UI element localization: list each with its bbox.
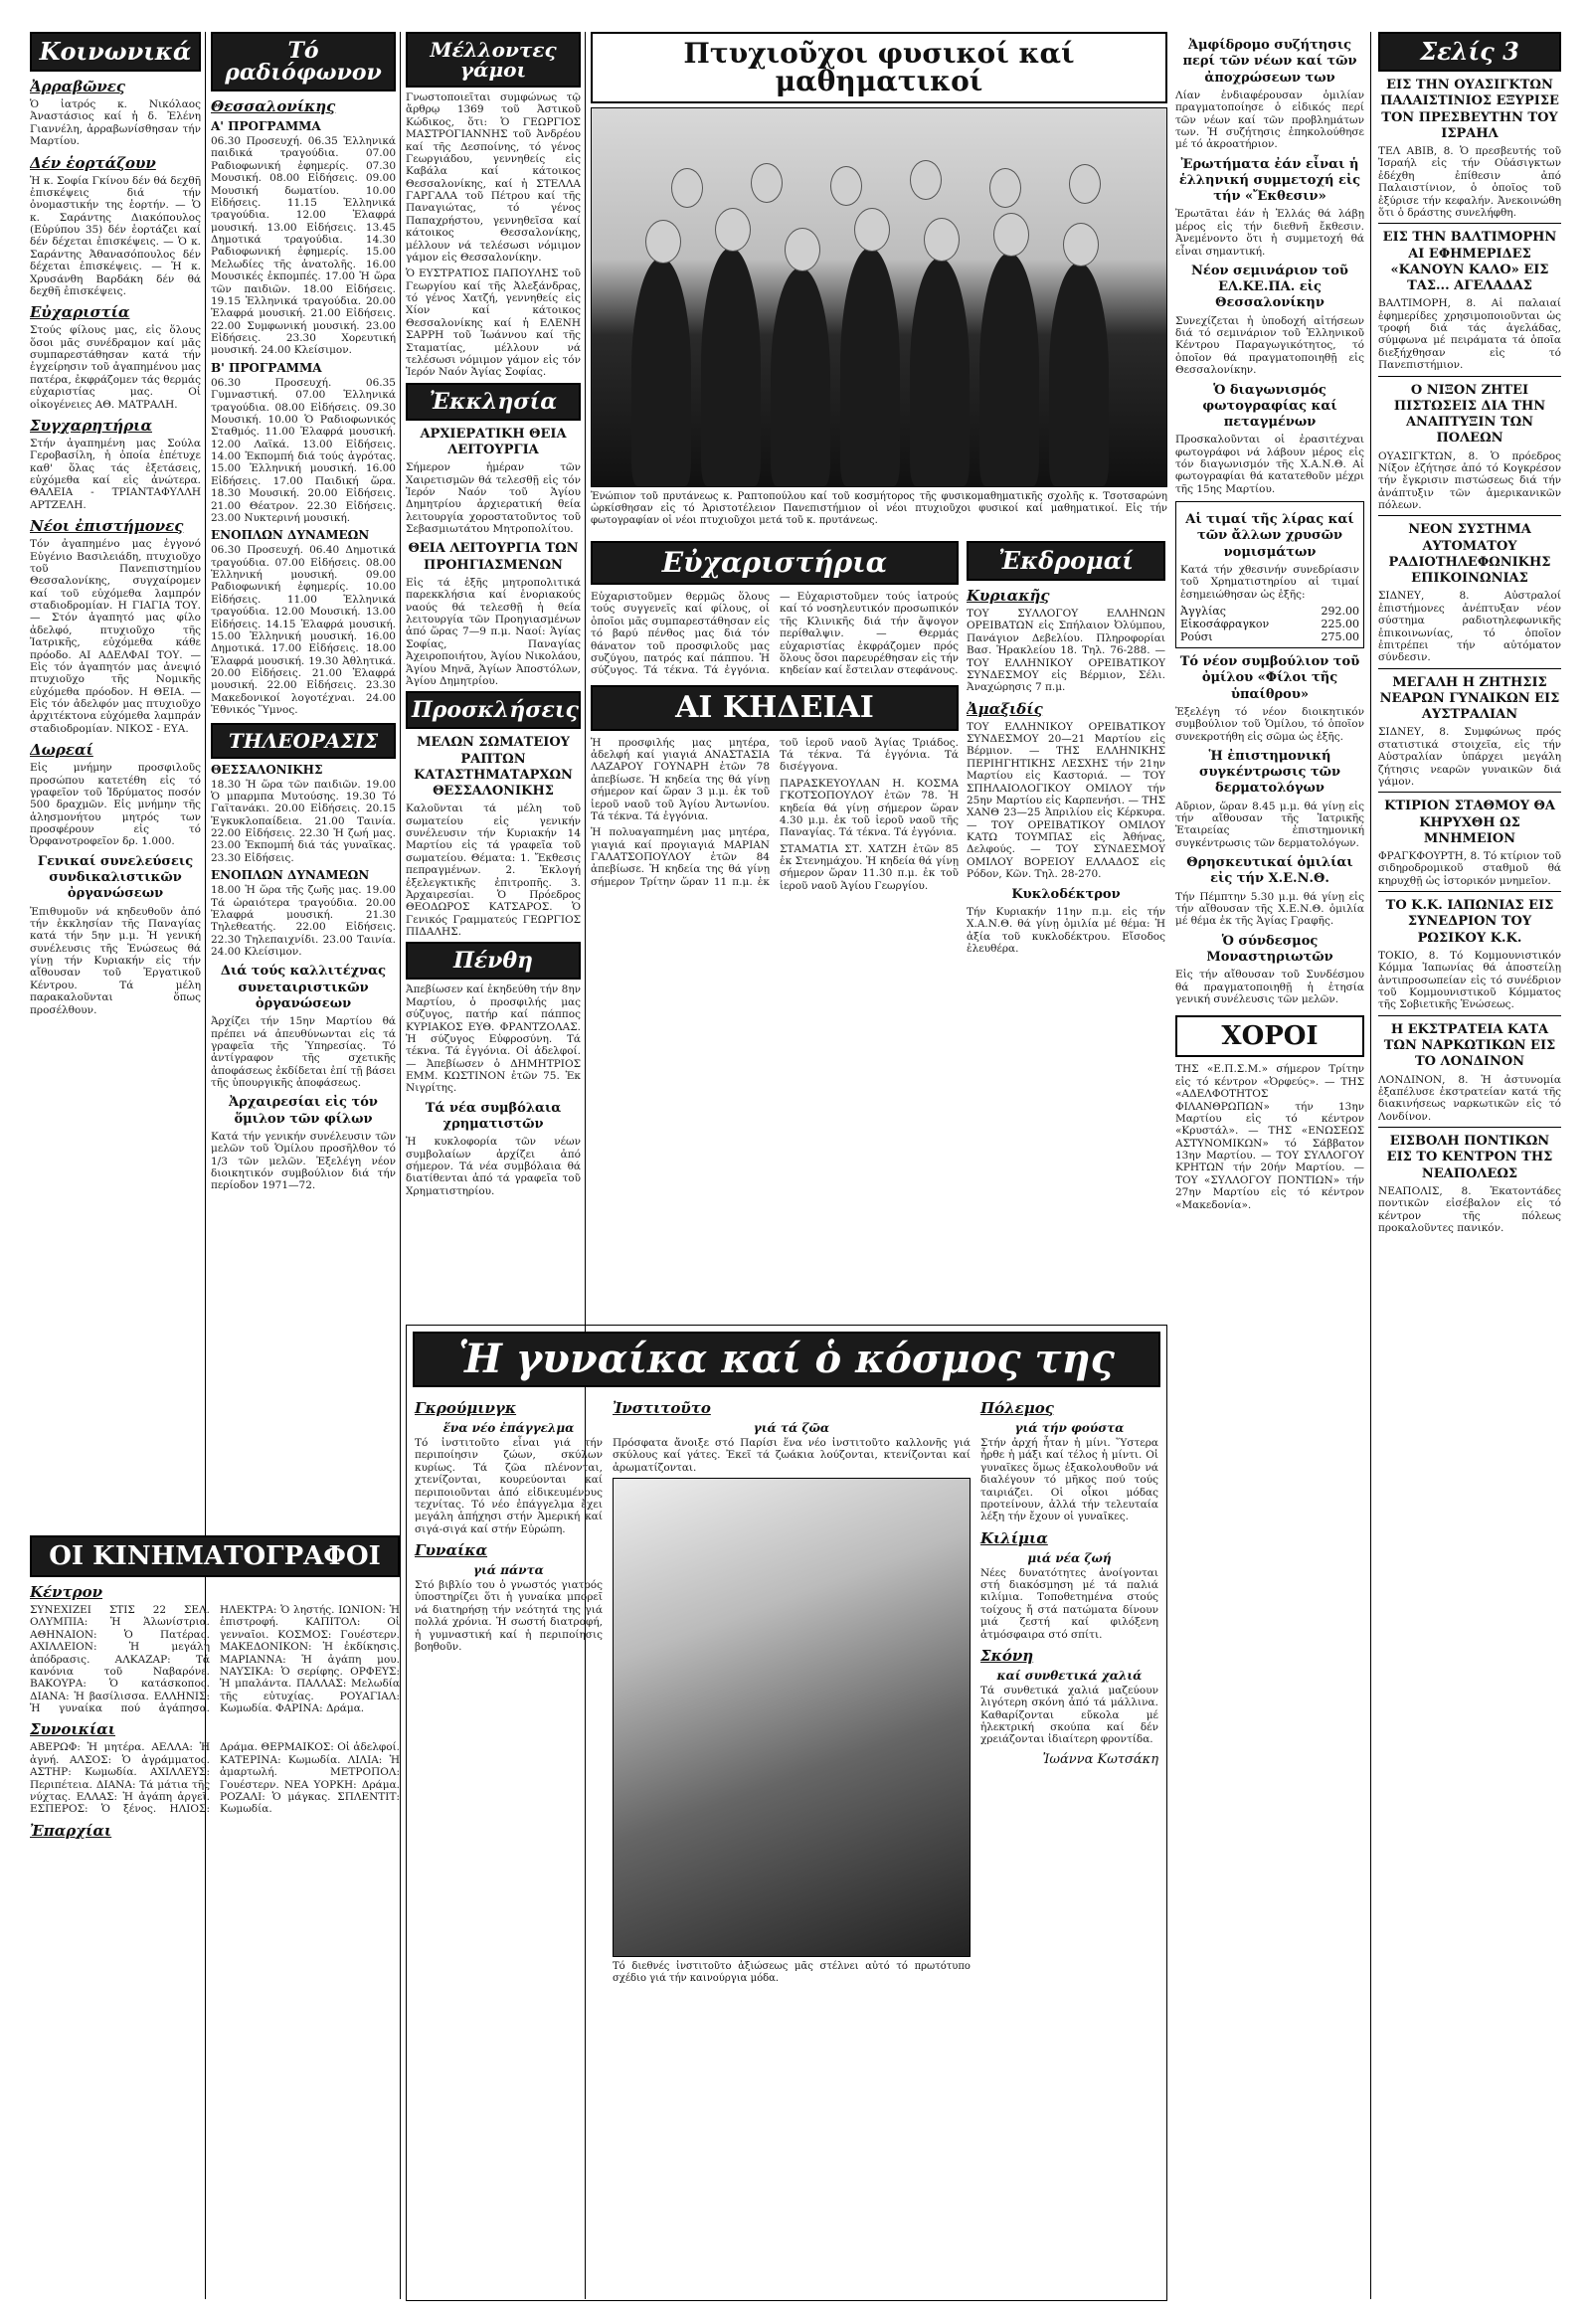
article-text: Τά συνθετικά χαλιά μαζεύουν λιγότερη σκόνη ἀπό τά μάλλινα. Καθαρίζονται εὔκολα μέ ἡλεκτρική σκούπα καί δέν χρειάζονται ἰδιαίτερη φροντίδα. (979, 1684, 1158, 1746)
rate-row: Ρούσι 275.00 (1180, 630, 1359, 643)
article-subtitle: καί συνθετικά χαλιά (996, 1668, 1143, 1683)
section-title: ΘΕΙΑ ΛΕΙΤΟΥΡΓΙΑ ΤΩΝ ΠΡΟΗΓΙΑΣΜΕΝΩΝ (408, 541, 579, 573)
section-text: Ἐρωτᾶται ἐάν ἡ Ἑλλάς θά λάβῃ μέρος εἰς τήν διεθνῆ ἔκθεσιν. Ἀνεμένοντο ὅτι ἡ συμμετοχή θά εἶναι σημαντική. (1175, 208, 1364, 258)
article-subtitle: γιά τήν φούστα (1014, 1421, 1125, 1435)
section-text: Εἰς τήν αἴθουσαν τοῦ Συνδέσμου θά πραγματοποιηθῇ ἡ ἐτησία γενική συνέλευσις τῶν μελῶν. (1175, 969, 1364, 1005)
news-text: ΟΥΑΣΙΓΚΤΩΝ, 8. Ὁ πρόεδρος Νίξον ἐζήτησε ἀπό τό Κογκρέσον τήν ἔγκρισιν πιστώσεως διά τήν ἀνάπτυξιν τῶν ἀμερικανικῶν πόλεων. (1378, 449, 1561, 511)
article-subtitle: ἕνα νέο ἐπάγγελμα (442, 1421, 575, 1435)
woman-col-2 (613, 1393, 971, 1989)
news-headline: Ο ΝΙΞΟΝ ΖΗΤΕΙ ΠΙΣΤΩΣΕΙΣ ΔΙΑ ΤΗΝ ΑΝΑΠΤΥΞΙΝ ΤΩΝ ΠΟΛΕΩΝ (1393, 382, 1546, 447)
section-text: Ἀπεβίωσεν καί ἐκηδεύθη τήν 8ην Μαρτίου, ὁ προσφιλής μας σύζυγος, πατήρ καί πάππος ΚΥΡΙΑΚΟΣ ΕΥΘ. ΦΡΑΝΤΖΟΛΑΣ. Ἡ σύζυγος Εὐφροσύνη. Τά τέκνα. Τά ἐγγόνια. Οἱ ἀδελφοί. — Ἀπεβίωσεν ὁ ΔΗΜΗΤΡΙΟΣ ΕΜΜ. ΚΩΣΤΙΝΟΝ ἐτῶν 75. Ἐκ Νιγρίτης. (406, 983, 581, 1095)
section-text: Κατά τήν χθεσινήν συνεδρίασιν τοῦ Χρηματιστηρίου αἱ τιμαί ἐσημειώθησαν ὡς ἑξῆς: (1180, 563, 1359, 601)
cinemas-suburbs-list: ΑΒΕΡΩΦ: Ἡ μητέρα. ΑΕΛΛΑ: Ἡ ἀγνή. ΑΛΣΟΣ: Ὁ ἀγράμματος. ΑΣΤΗΡ: Κωμωδία. ΑΧΙΛΛΕΥΣ: Περιπέτεια. ΔΙΑΝΑ: Τά μάτια τῆς νύχτας. ΕΛΛΑΣ: Ἡ ἀγάπη ἀργεῖ. ΕΣΠΕΡΟΣ: Ὁ ξένος. ΗΛΙΟΣ: Δράμα. ΘΕΡΜΑΙΚΟΣ: Οἱ ἀδελφοί. ΚΑΤΕΡΙΝΑ: Κωμωδία. ΛΙΛΙΑ: Ἡ ἀμαρτωλή. ΜΕΤΡΟΠΟΛ: Γουέστερν. ΝΕΑ ΥΟΡΚΗ: Δράμα. ΡΟΖΑΛΙ: Ὁ μάγκας. ΣΠΛΕΝΤΙΤ: Κωμωδία. (30, 1741, 400, 1816)
news-headline: ΕΙΣΒΟΛΗ ΠΟΝΤΙΚΩΝ ΕΙΣ ΤΟ ΚΕΝΤΡΟΝ ΤΗΣ ΝΕΑΠΟΛΕΩΣ (1386, 1134, 1553, 1181)
funerals-list (591, 737, 959, 893)
gold-rates-box (1175, 501, 1364, 648)
article-title: Γκρούμινγκ (415, 1399, 517, 1417)
section-title: ΑΡΧΙΕΡΑΤΙΚΗ ΘΕΙΑ ΛΕΙΤΟΥΡΓΙΑ (420, 426, 567, 457)
funeral-notice: Ἡ πολυαγαπημένη μας μητέρα, γιαγιά καί προγιαγιά ΜΑΡΙΑΝ ΓΑΛΑΤΣΟΠΟΥΛΟΥ ἐτῶν 84 ἀπεβίωσε. Ἡ κηδεία της θά γίνῃ σήμερον Τρίτην ὥραν 11 π.μ. ἐκ τοῦ ἱεροῦ ναοῦ Ἁγίας Τριάδος. Τά τέκνα. Τά ἐγγόνια. Τά δισέγγονα. (591, 736, 959, 888)
rate-row: Ἀγγλίας 292.00 (1180, 605, 1359, 618)
news-text: ΣΙΔΝΕΥ, 8. Συμφώνως πρός στατιστικά στοιχεῖα, εἰς τήν Αὐστραλίαν ὑπάρχει μεγάλη ζήτησις νεαρῶν γυναικῶν διά γάμον. (1378, 726, 1561, 788)
koinonika-banner: Κοινωνικά (30, 32, 201, 72)
graduates-photo (591, 107, 1167, 487)
section-title: Νέοι ἐπιστήμονες (30, 517, 184, 536)
church-banner: Ἐκκλησία (406, 383, 581, 421)
news-headline: ΝΕΟΝ ΣΥΣΤΗΜΑ ΑΥΤΟΜΑΤΟΥ ΡΑΔΙΟΤΗΛΕΦΩΝΙΚΗΣ ΕΠΙΚΟΙΝΩΝΙΑΣ (1388, 522, 1551, 587)
section-text: Ἡ κ. Σοφία Γκίνου δέν θά δεχθῆ ἐπισκέψεις διά τήν ὀνομαστικήν της ἑορτήν. — Ὁ κ. Σαράντης Διακόπουλος (Εὐρύπου 35) δέν ἑορτάζει καί δέν δέχεται ἐπισκέψεις. — Ὁ κ. Σαράντης Ἀθανασόπουλος δέν δέχεται ἐπισκέψεις. — Ἡ κ. Χρυσάνθη Βαρδάκη δέν θά δεχθῆ ἐπισκέψεις. (30, 174, 201, 297)
thanks-funerals-block (591, 541, 959, 1317)
section-text: ΤΟΥ ΕΛΛΗΝΙΚΟΥ ΟΡΕΙΒΑΤΙΚΟΥ ΣΥΝΔΕΣΜΟΥ 20—21 Μαρτίου εἰς Βέρμιον. — ΤΗΣ ΕΛΛΗΝΙΚΗΣ ΠΕΡΙΗΓΗΤΙΚΗΣ ΛΕΣΧΗΣ τήν 21ην Μαρτίου εἰς Καστοριά. — ΤΟΥ ΣΠΗΛΑΙΟΛΟΓΙΚΟΥ ΟΜΙΛΟΥ τήν 25ην Μαρτίου εἰς Καρπενήσι. — ΤΗΣ ΧΑΝΘ 23—25 Ἀπριλίου εἰς Κέρκυρα. — ΤΟΥ ΟΡΕΙΒΑΤΙΚΟΥ ΟΜΙΛΟΥ ΚΑΤΩ ΤΟΥΜΠΑΣ εἰς Ἀθήνας, Δελφούς. — ΤΟΥ ΣΥΝΔΕΣΜΟΥ ΟΜΙΛΟΥ ΒΟΡΕΙΟΥ ΕΛΛΑΔΟΣ εἰς Ρόδον, Κῶν. Τηλ. 28-270. (967, 720, 1165, 881)
article-author: Ἰωάννα Κωτσάκη (1042, 1751, 1158, 1767)
radio-banner: Τό ραδιόφωνον (211, 32, 396, 91)
section-title: Ἡ ἐπιστημονική συγκέντρωσις τῶν δερματολόγων (1198, 748, 1341, 797)
column-weddings (406, 32, 581, 1320)
section-text: Προσκαλοῦνται οἱ ἐρασιτέχναι φωτογράφοι νά λάβουν μέρος εἰς τόν διαγωνισμόν τῆς Χ.Α.Ν.Θ. Αἱ φωτογραφίαι θά κατατεθοῦν μέχρι τῆς 15ης Μαρτίου. (1175, 434, 1364, 495)
program-text: 18.00 Ἡ ὥρα τῆς ζωῆς μας. 19.00 Τά ὡραιότερα τραγούδια. 20.00 Ἐλαφρά μουσική. 21.30 Τηλεθεατής. 22.00 Εἰδήσεις. 22.30 Τηλεπαιχνίδι. 23.00 Ταινία. 24.00 Κλείσιμον. (211, 884, 396, 958)
section-title: Νέον σεμινάριον τοῦ ΕΛ.ΚΕ.ΠΑ. εἰς Θεσσαλονίκην (1191, 263, 1348, 311)
article-subtitle: μιά νέα ζωή (1027, 1550, 1112, 1565)
section-text: Αὔριον, ὥραν 8.45 μ.μ. θά γίνῃ εἰς τήν αἴθουσαν τῆς Ἰατρικῆς Ἑταιρείας ἐπιστημονική συγκέντρωσις τῶν δερματολόγων. (1175, 800, 1364, 849)
section-title: Κυκλοδέκτρον (1011, 886, 1121, 902)
section-title: Ἐρωτήματα ἐάν εἶναι ἡ ἑλληνική συμμετοχή εἰς τήν «Ἔκθεσιν» (1178, 156, 1361, 205)
section-title: Ἀμαξιδίς (967, 699, 1043, 718)
news-text: ΤΕΛ ΑΒΙΒ, 8. Ὁ πρεσβευτής τοῦ Ἰσραήλ εἰς τήν Οὐάσιγκτων ἐδέχθη ἐπίθεσιν ἀπό Παλαιστίνιον, ὁ ὁποῖος τοῦ ἐξύρισε τήν κεφαλήν. Ἀνεκοινώθη ὅτι ὁ δράστης συνελήφθη. (1378, 145, 1561, 219)
thanks-banner: Εὐχαριστήρια (591, 541, 959, 585)
program-title: Α' ΠΡΟΓΡΑΜΜΑ (211, 119, 321, 133)
section-text: Εἰς μνήμην προσφιλοῦς προσώπου κατετέθη εἰς τό γραφεῖον τοῦ Ἱδρύματος ποσόν 500 δραχμῶν. Εἰς μνήμην τῆς ἀλησμονήτου μητρός των προσφέρουν εἰς τό Ὀρφανοτροφεῖον δρ. 1.000. (30, 762, 201, 848)
cinemas-center-list: ΣΥΝΕΧΙΖΕΙ ΣΤΙΣ 22 ΣΕΛ. ΟΛΥΜΠΙΑ: Ἡ Ἁλωνίστρια. ΑΘΗΝΑΙΟΝ: Ὁ Πατέρας. ΑΧΙΛΛΕΙΟΝ: Ἡ μεγάλη ἀπόδρασις. ΑΛΚΑΖΑΡ: Τά κανόνια τοῦ Ναβαρόνε. ΒΑΚΟΥΡΑ: Ὁ κατάσκοπος. ΔΙΑΝΑ: Ἡ βασίλισσα. ΕΛΛΗΝΙΣ: Ἡ γυναίκα πού ἀγάπησα. ΗΛΕΚΤΡΑ: Ὁ ληστής. ΙΩΝΙΟΝ: Ἡ ἐπιστροφή. ΚΑΠΙΤΟΛ: Οἱ γενναῖοι. ΚΟΣΜΟΣ: Γουέστερν. ΜΑΚΕΔΟΝΙΚΟΝ: Ἡ ἐκδίκησις. ΜΑΡΙΑΝΝΑ: Ἡ ἀγάπη μου. ΝΑΥΣΙΚΑ: Ὁ σερίφης. ΟΡΦΕΥΣ: Ἡ μπαλάντα. ΠΑΛΛΑΣ: Μελωδία τῆς εὐτυχίας. ΡΟΥΑΓΙΑΛ: Κωμωδία. ΦΑΡΙΝΑ: Δράμα. (30, 1604, 400, 1714)
article-title: Γυναίκα (415, 1541, 488, 1559)
section-text: Τήν Κυριακήν 11ην π.μ. εἰς τήν Χ.Α.Ν.Θ. θά γίνῃ ὁμιλία μέ θέμα: Ἡ ἀξία τοῦ κυκλοδέκτρου. Εἴσοδος ἐλευθέρα. (967, 905, 1165, 955)
excursions-block (967, 541, 1165, 1317)
dances-text: ΤΗΣ «Ε.Π.Σ.Μ.» σήμερον Τρίτην εἰς τό κέντρον «Ὀρφεύς». — ΤΗΣ «ΑΔΕΛΦΟΤΗΤΟΣ ΦΙΛΑΝΘΡΩΠΩΝ» τήν 13ην Μαρτίου εἰς τό κέντρον «Κρυστάλ». — ΤΗΣ «ΕΝΩΣΕΩΣ ΑΣΤΥΝΟΜΙΚΩΝ» τό Σάββατον 13ην Μαρτίου. — ΤΟΥ ΣΥΛΛΟΓΟΥ ΚΡΗΤΩΝ τήν 20ήν Μαρτίου. — ΤΟΥ «ΣΥΛΛΟΓΟΥ ΠΟΝΤΙΩΝ» τήν 27ην Μαρτίου εἰς τό κέντρον «Μακεδονία». (1175, 1063, 1364, 1211)
program-text: 06.30 Προσευχή. 06.35 Γυμναστική. 07.00 Ἑλληνικά τραγούδια. 08.00 Εἰδήσεις. 09.30 Μουσική. 10.00 Ὁ Ραδιοφωνικός Σταθμός. 11.00 Ἐλαφρά μουσική. 12.00 Λαϊκά. 13.00 Εἰδήσεις. 14.00 Ἐκπομπή διά τούς ἀγρότας. 15.00 Ἑλληνική μουσική. 16.00 Εἰδήσεις. 17.00 Παιδική ὥρα. 18.30 Μουσική. 20.00 Εἰδήσεις. 21.00 Θέατρον. 22.30 Εἰδήσεις. 23.00 Νυκτερινή μουσική. (211, 376, 396, 524)
dances-banner: ΧΟΡΟΙ (1175, 1015, 1364, 1057)
news-headline: ΜΕΓΑΛΗ Η ΖΗΤΗΣΙΣ ΝΕΑΡΩΝ ΓΥΝΑΙΚΩΝ ΕΙΣ ΑΥΣΤΡΑΛΙΑΝ (1379, 674, 1560, 723)
page3-banner: Σελίς 3 (1378, 32, 1561, 72)
program-title: ΕΝΟΠΛΩΝ ΔΥΝΑΜΕΩΝ (211, 528, 370, 543)
section-title: Ὁ διαγωνισμός φωτογραφίας καί πεταγμένων (1202, 382, 1337, 430)
section-title: Αἱ τιμαί τῆς λίρας καί τῶν ἄλλων χρυσῶν νομισμάτων (1185, 512, 1354, 560)
excursions-banner: Ἐκδρομαί (967, 541, 1165, 581)
section-text: Ἐπιθυμοῦν νά κηδευθοῦν ἀπό τήν ἐκκλησίαν τῆς Παναγίας κατά τήν 5ην μ.μ. Ἡ γενική συνέλευσις τῆς Ἑνώσεως θά γίνῃ τήν Κυριακήν εἰς τήν αἴθουσαν τοῦ Ἐργατικοῦ Κέντρου. Τά μέλη παρακαλοῦνται ὅπως προσέλθουν. (30, 905, 201, 1016)
section-title: Κυριακῆς (967, 587, 1050, 605)
program-text: 06.30 Προσευχή. 06.35 Ἑλληνικά παιδικά τραγούδια. 07.00 Ραδιοφωνική ἐφημερίς. 07.30 Μουσική. 08.00 Εἰδήσεις. 09.00 Μουσική δωματίου. 10.00 Εἰδήσεις. 11.15 Ἑλληνικά τραγούδια. 12.00 Ἐλαφρά μουσική. 13.00 Εἰδήσεις. 13.45 Δημοτικά τραγούδια. 14.30 Ραδιοφωνική ἐφημερίς. 15.00 Μελωδίες τῆς ἀνατολῆς. 16.00 Μουσικές ἐκπομπές. 17.00 Ἡ ὥρα τῶν παιδιῶν. 18.00 Εἰδήσεις. 19.15 Ἑλληνικά τραγούδια. 20.00 Ἐλαφρά μουσική. 21.00 Εἰδήσεις. 22.00 Συμφωνική μουσική. 23.00 Εἰδήσεις. 23.30 Χορευτική μουσική. 24.00 Κλείσιμον. (211, 135, 396, 357)
section-title: Δωρεαί (30, 741, 93, 760)
article-subtitle: γιά τά ζῶα (753, 1421, 830, 1435)
news-headline: Η ΕΚΣΤΡΑΤΕΙΑ ΚΑΤΑ ΤΩΝ ΝΑΡΚΩΤΙΚΩΝ ΕΙΣ ΤΟ ΛΟΝΔΙΝΟΝ (1383, 1021, 1556, 1070)
article-title: Ἰνστιτοῦτο (612, 1399, 711, 1417)
column-radio (211, 32, 396, 1528)
woman-col-3 (980, 1393, 1158, 1989)
section-text: Καλοῦνται τά μέλη τοῦ σωματείου εἰς γενικήν συνέλευσιν τήν Κυριακήν 14 Μαρτίου εἰς τά γραφεῖα τοῦ σωματείου. Θέματα: 1. Ἔκθεσις πεπραγμένων. 2. Ἐκλογή ἐξελεγκτικῆς ἐπιτροπῆς. 3. Ἀρχαιρεσίαι. Ὁ Πρόεδρος ΘΕΟΔΩΡΟΣ ΚΑΤΣΑΡΟΣ. Ὁ Γενικός Γραμματεύς ΓΕΩΡΓΙΟΣ ΠΙΔΑΛΗΣ. (406, 803, 581, 938)
article-subtitle: γιά πάντα (473, 1563, 544, 1577)
section-text: ΤΟΥ ΣΥΛΛΟΓΟΥ ΕΛΛΗΝΩΝ ΟΡΕΙΒΑΤΩΝ εἰς Σπήλαιον Ὀλύμπου, Πανάγιον Δεβελίου. Πληροφορίαι Βασ. Ἡρακλείου 18. Τηλ. 76-288. — ΤΟΥ ΕΛΛΗΝΙΚΟΥ ΟΡΕΙΒΑΤΙΚΟΥ ΣΥΝΔΕΣΜΟΥ εἰς Βέρμιον, Σέλι. Ἀναχώρησις 7 π.μ. (967, 608, 1165, 694)
news-headline: ΕΙΣ ΤΗΝ ΒΑΛΤΙΜΟΡΗΝ ΑΙ ΕΦΗΜΕΡΙΔΕΣ «ΚΑΝΟΥΝ ΚΑΛΟ» ΕΙΣ ΤΑΣ... ΑΓΕΛΑΔΑΣ (1382, 230, 1557, 293)
cinemas-subhead: Κέντρον (30, 1583, 103, 1601)
section-text: Ἡ κυκλοφορία τῶν νέων συμβολαίων ἀρχίζει ἀπό σήμερον. Τά νέα συμβόλαια θά διατίθενται ἀπό τά γραφεῖα τοῦ Χρηματιστηρίου. (406, 1136, 581, 1197)
column-rule (400, 32, 401, 2299)
column-koinonika (30, 32, 201, 1528)
program-text: 06.30 Προσευχή. 06.40 Δημοτικά τραγούδια. 07.00 Εἰδήσεις. 08.00 Ἑλληνική μουσική. 09.00 Ραδιοφωνική ἐφημερίς. 10.00 Εἰδήσεις. 11.00 Ἑλληνικά τραγούδια. 12.00 Μουσική. 13.00 Εἰδήσεις. 14.15 Ἐλαφρά μουσική. 15.00 Ἑλληνική μουσική. 16.00 Δημοτικά. 17.00 Εἰδήσεις. 18.00 Ἐλαφρά μουσική. 19.30 Ἀθλητικά. 20.00 Εἰδήσεις. 21.00 Ἐλαφρά μουσική. 22.00 Εἰδήσεις. 23.30 Μακεδονικοί λογοτέχναι. 24.00 Ἐθνικός Ὕμνος. (211, 544, 396, 717)
section-text: Ἐξελέγη τό νέον διοικητικόν συμβούλιον τοῦ Ὁμίλου, τό ὁποῖον συνεκροτήθη εἰς σῶμα ὡς ἑξῆς. (1175, 705, 1364, 743)
section-text: Σήμερον ἡμέραν τῶν Χαιρετισμῶν θά τελεσθῇ εἰς τόν Ἱερόν Ναόν τοῦ Ἁγίου Δημητρίου ἀρχιερατική θεία λειτουργία χοροστατοῦντος τοῦ Σεβασμιωτάτου Μητροπολίτου. (406, 461, 581, 535)
section-text: Λίαν ἐνδιαφέρουσαν ὁμιλίαν πραγματοποίησε ὁ εἰδικός περί τῶν νέων καί τῶν προβλημάτων των. Ἡ συζήτησις ἐπηκολούθησε μέ τό ἀκροατήριον. (1175, 89, 1364, 151)
article-title: Πόλεμος (979, 1399, 1054, 1417)
wedding-notice: Ὁ ΕΥΣΤΡΑΤΙΟΣ ΠΑΠΟΥΛΗΣ τοῦ Γεωργίου καί τῆς Ἀλεξάνδρας, τό γένος Χατζή, γεννηθείς εἰς Χίον καί κάτοικος Θεσσαλονίκης καί ἡ ΕΛΕΝΗ ΣΑΡΡΗ τοῦ Ἰωάννου καί τῆς Σταματίας, μέλλουν νά τελέσωσι νόμιμον γάμον εἰς τόν Ἱερόν Ναόν Ἁγίας Σοφίας. (406, 268, 581, 379)
woman-col-1 (415, 1393, 603, 1989)
funeral-notice: Ἡ προσφιλής μας μητέρα, ἀδελφή καί γιαγιά ΑΝΑΣΤΑΣΙΑ ΛΑΖΑΡΟΥ ΓΟΥΝΑΡΗ ἐτῶν 78 ἀπεβίωσε. Ἡ κηδεία της θά γίνῃ σήμερον καί ὥραν 3 μ.μ. ἐκ τοῦ ἱεροῦ ναοῦ τοῦ Ἁγίου Ἀντωνίου. Τά τέκνα. Τά ἐγγόνια. (591, 736, 770, 822)
news-headline: ΤΟ Κ.Κ. ΙΑΠΩΝΙΑΣ ΕΙΣ ΣΥΝΕΔΡΙΟΝ ΤΟΥ ΡΩΣΙΚΟΥ Κ.Κ. (1385, 898, 1554, 946)
graduates-block (591, 32, 1167, 529)
section-text: Τήν Πέμπτην 5.30 μ.μ. θά γίνῃ εἰς τήν αἴθουσαν τῆς Χ.Ε.Ν.Θ. ὁμιλία μέ θέμα ἐκ τῆς Ἁγίας Γραφῆς. (1175, 890, 1364, 928)
article-text: Νέες δυνατότητες ἀνοίγονται στή διακόσμηση μέ τά παλιά κιλίμια. Τοποθετημένα στούς τοίχους ἤ στά πατώματα δίνουν μιά ζεστή καί φιλόξενη ἀτμόσφαιρα στό σπίτι. (979, 1566, 1158, 1641)
column-foreign-news (1378, 32, 1561, 2299)
cinemas-block (30, 1535, 400, 2299)
section-title: ΜΕΛΩΝ ΣΩΜΑΤΕΙΟΥ ΡΑΠΤΩΝ ΚΑΤΑΣΤΗΜΑΤΑΡΧΩΝ ΘΕΣΣΑΛΟΝΙΚΗΣ (414, 735, 573, 799)
cinemas-subhead: Ἐπαρχίαι (30, 1821, 112, 1840)
section-text: Στούς φίλους μας, εἰς ὅλους ὅσοι μᾶς συνέδραμον καί μᾶς συμπαρεστάθησαν κατά τήν ἐγχείρησιν τοῦ ἀγαπημένου μας πατέρα, ἐκφράζομεν τάς θερμάς εὐχαριστίας μας. Οἱ οἰκογένειες ΑΘ. ΜΑΤΡΑΛΗ. (30, 324, 201, 411)
newspaper-page (30, 32, 1561, 2299)
news-text: ΦΡΑΓΚΦΟΥΡΤΗ, 8. Τό κτίριον τοῦ σιδηροδρομικοῦ σταθμοῦ θά κηρυχθῇ ὡς ἱστορικόν μνημεῖον. (1378, 850, 1561, 887)
graduates-banner: Πτυχιοῦχοι φυσικοί καί μαθηματικοί (591, 32, 1167, 103)
program-title: Β' ΠΡΟΓΡΑΜΜΑ (211, 360, 322, 375)
program-title: ΘΕΣΣΑΛΟΝΙΚΗΣ (211, 762, 323, 777)
cinemas-subhead: Συνοικίαι (30, 1720, 115, 1739)
woman-banner: Ἡ γυναίκα καί ὁ κόσμος της (413, 1332, 1160, 1387)
invitations-banner: Προσκλήσεις (406, 691, 581, 729)
news-text: ΣΙΔΝΕΥ, 8. Αὐστραλοί ἐπιστήμονες ἀνέπτυξαν νέον σύστημα ραδιοτηλεφωνικῆς ἐπικοινωνίας, τό ὁποῖον ἐπιτρέπει τήν αὐτόματον σύνδεσιν. (1378, 590, 1561, 664)
column-rule (1370, 32, 1371, 2299)
woman-section (406, 1325, 1167, 2301)
section-text: Συνεχίζεται ἡ ὑποδοχή αἰτήσεων διά τό σεμινάριον τοῦ Ἑλληνικοῦ Κέντρου Παραγωγικότητος, τό ὁποῖον θά πραγματοποιηθῇ εἰς Θεσσαλονίκην. (1175, 314, 1364, 377)
section-title: Δέν ἑορτάζουν (30, 153, 156, 172)
news-text: ΤΟΚΙΟ, 8. Τό Κομμουνιστικόν Κόμμα Ἰαπωνίας θά ἀποστείλῃ ἀντιπροσωπείαν εἰς τό συνέδριον τοῦ Κομμουνιστικοῦ Κόμματος τῆς Σοβιετικῆς Ἑνώσεως. (1378, 949, 1561, 1011)
section-title: Εὐχαριστία (30, 303, 130, 322)
news-text: ΒΑΛΤΙΜΟΡΗ, 8. Αἱ παλαιαί ἐφημερίδες χρησιμοποιοῦνται ὡς τροφή διά τάς ἀγελάδας, σύμφωνα μέ πειράματα τά ὁποῖα διεξήχθησαν εἰς τό Πανεπιστήμιον. (1378, 297, 1561, 372)
section-text: Εἰς τά ἑξῆς μητροπολιτικά παρεκκλήσια καί ἐνοριακούς ναούς θά τελεσθῇ ἡ θεία λειτουργία τῶν Προηγιασμένων ἀπό ὥρας 7—9 π.μ. Ναοί: Ἁγίας Σοφίας, Παναγίας Ἀχειροποιήτου, Ἁγίου Νικολάου, Ἁγίου Μηνᾶ, Ἁγίων Ἀποστόλων, Ἁγίου Δημητρίου. (406, 576, 581, 687)
section-text: Στήν ἀγαπημένη μας Σούλα Γεροβασίλη, ἡ ὁποία ἐπέτυχε καθ' ὅλας τάς ἐξετάσεις, εὐχόμεθα καί εἰς ἀνώτερα. ΘΑΛΕΙΑ - ΤΡΙΑΝΤΑΦΥΛΛΗ ΑΡΤΖΕΛΗ. (30, 437, 201, 511)
section-text: Κατά τήν γενικήν συνέλευσιν τῶν μελῶν τοῦ Ὁμίλου προσῆλθον τό 1/3 τῶν μελῶν. Ἐξελέγη νέον διοικητικόν συμβούλιον διά τήν περίοδον 1971—72. (211, 1130, 396, 1192)
section-title: Ὁ σύνδεσμος Μοναστηριωτῶν (1206, 933, 1333, 965)
article-text: Στό βιβλίο του ὁ γνωστός γιατρός ὑποστηρίζει ὅτι ἡ γυναίκα μπορεῖ νά διατηρήσῃ τήν νεότητά της γιά πολλά χρόνια. Ἡ σωστή διατροφή, ἡ γυμναστική καί ἡ περιποίησις βοηθοῦν. (415, 1579, 603, 1653)
column-mid-right (1175, 32, 1364, 2299)
section-text: Τόν ἀγαπημένο μας ἐγγονό Εὐγένιο Βασιλειάδη, πτυχιοῦχο τοῦ Πανεπιστημίου Θεσσαλονίκης, συγχαίρομεν καί τοῦ εὐχόμεθα λαμπρόν σταδιοδρομίαν. Η ΓΙΑΓΙΑ ΤΟΥ. — Στόν ἀγαπητό μας φίλο ἀδελφό, πτυχιοῦχο τῆς Ἰατρικῆς, εὐχόμεθα κάθε πρόοδο. ΑΙ ΑΔΕΛΦΑΙ ΤΟΥ. — Εἰς τόν ἀγαπητόν μας ἀνεψιό πτυχιοῦχο τῆς Νομικῆς εὐχόμεθα πρόοδον. Η ΘΕΙΑ. — Εἰς τόν ἀδελφόν μας πτυχιοῦχο ἀρχιτέκτονα εὐχόμεθα λαμπράν σταδιοδρομίαν. ΝΙΚΟΣ - ΕΥΑ. (30, 538, 201, 735)
funeral-notice: ΠΑΡΑΣΚΕΥΟΥΛΑΝ Η. ΚΟΣΜΑ ΓΚΟΤΣΟΠΟΥΛΟΥ ἐτῶν 78. Ἡ κηδεία θά γίνῃ σήμερον ὥραν 4.30 μ.μ. ἐκ τοῦ ἱεροῦ ναοῦ τῆς Παναγίας. Τά τέκνα. Τά ἐγγόνια. (780, 777, 959, 839)
section-title: Τά νέα συμβόλαια χρηματιστῶν (425, 1100, 562, 1132)
section-title: Γενικαί συνελεύσεις συνδικαλιστικῶν ὀργανώσεων (37, 853, 194, 902)
article-title: Κιλίμια (979, 1528, 1048, 1547)
program-title: ΕΝΟΠΛΩΝ ΔΥΝΑΜΕΩΝ (211, 868, 370, 883)
news-text: ΛΟΝΔΙΝΟΝ, 8. Ἡ ἀστυνομία ἐξαπέλυσε ἐκστρατείαν κατά τῆς διακινήσεως ναρκωτικῶν εἰς τό Λονδίνον. (1378, 1073, 1561, 1123)
news-headline: ΚΤΙΡΙΟΝ ΣΤΑΘΜΟΥ ΘΑ ΚΗΡΥΧΘΗ ΩΣ ΜΝΗΜΕΙΟΝ (1384, 799, 1555, 846)
section-title: Διά τούς καλλιτέχνας συνεταιριστικῶν ὀργανώσεων (220, 964, 387, 1011)
section-text: Ὁ ἰατρός κ. Νικόλαος Ἀναστάσιος καί ἡ δ. Ἐλένη Γιαννέλη, ἀρραβωνίσθησαν τήν Μαρτίου. (30, 98, 201, 148)
article-title: Σκόνη (979, 1646, 1034, 1665)
article-text: Τό ἰνστιτοῦτο εἶναι γιά τήν περιποίησιν ζώων, σκύλων κυρίως. Τά ζῶα πλένονται, χτενίζονται, κουρεύονται καί περιποιοῦνται ἀπό εἰδικευμένους τεχνίτας. Τό νέο ἐπάγγελμα ἔχει μεγάλη ἀπήχησι στήν Ἀμερική καί σιγά-σιγά καί στήν Εὐρώπη. (415, 1437, 603, 1535)
woman-columns (407, 1393, 1166, 1989)
section-title: Ἀρχαιρεσίαι εἰς τόν ὅμιλον τῶν φίλων (229, 1095, 378, 1127)
thanks-text: Εὐχαριστοῦμεν θερμῶς ὅλους τούς συγγενεῖς καί φίλους, οἱ ὁποῖοι μᾶς συμπαρεστάθησαν εἰς τό βαρύ πένθος μας διά τόν θάνατον τοῦ προσφιλοῦς μας συζύγου, πατρός καί πάππου. Ἡ σύζυγος. Τά τέκνα. Τά ἐγγόνια. — Εὐχαριστοῦμεν τούς ἰατρούς καί τό νοσηλευτικόν προσωπικόν τῆς Κλινικῆς διά τήν ἄψογον περίθαλψιν. — Θερμάς εὐχαριστίας ἐκφράζομεν πρός ὅλους ὅσοι παρευρέθησαν εἰς τήν κηδείαν καί ἔστειλαν στεφάνους. (591, 591, 959, 677)
section-title: Θεσσαλονίκης (211, 97, 336, 115)
section-title: Συγχαρητήρια (30, 416, 152, 435)
mourning-banner: Πένθη (406, 942, 581, 980)
article-text: Πρόσφατα ἄνοιξε στό Παρίσι ἕνα νέο ἰνστιτοῦτο καλλονῆς γιά σκύλους καί γάτες. Ἐκεῖ τά ζωάκια λούζονται, κτενίζονται καί ἀρωματίζονται. (612, 1437, 971, 1474)
cinemas-banner: ΟΙ ΚΙΝΗΜΑΤΟΓΡΑΦΟΙ (30, 1535, 400, 1577)
fashion-photo (613, 1478, 971, 1957)
section-title: Ἀρραβῶνες (30, 78, 126, 95)
section-title: Ἀμφίδρομο συζήτησις περί τῶν νέων καί τῶν ἀποχρώσεων των (1182, 38, 1357, 86)
section-text: Ἀρχίζει τήν 15ην Μαρτίου θά πρέπει νά ἀπευθύνωνται εἰς τά γραφεῖα τῆς Ὑπηρεσίας. Τό ἀντίγραφον τῆς σχετικῆς ἀποφάσεως ἐκδίδεται ἐπί τῇ βάσει τῆς ὑπουργικῆς ἀποφάσεως. (211, 1015, 396, 1089)
news-headline: ΕΙΣ ΤΗΝ ΟΥΑΣΙΓΚΤΩΝ ΠΑΛΑΙΣΤΙΝΙΟΣ ΕΞΥΡΙΣΕ ΤΟΝ ΠΡΕΣΒΕΥΤΗΝ ΤΟΥ ΙΣΡΑΗΛ (1380, 78, 1559, 141)
section-title: Θρησκευτικαί ὁμιλίαι εἰς τήν Χ.Ε.Ν.Θ. (1186, 855, 1353, 887)
rate-row: Εἰκοσάφραγκον 225.00 (1180, 618, 1359, 630)
weddings-banner: Μέλλοντες γάμοι (406, 32, 581, 88)
wedding-notice: Γνωστοποιεῖται συμφώνως τῷ ἄρθρῳ 1369 τοῦ Ἀστικοῦ Κώδικος, ὅτι: Ὁ ΓΕΩΡΓΙΟΣ ΜΑΣΤΡΟΓΙΑΝΝΗΣ τοῦ Ἀνδρέου καί τῆς Δεσποίνης, τό γένος Γεωργιάδου, γεννηθείς εἰς Καβάλα καί κάτοικος Θεσσαλονίκης, καί ἡ ΣΤΕΛΛΑ ΓΑΡΓΑΛΑ τοῦ Πέτρου καί τῆς Παναγιώτας, τό γένος Παπαχρήστου, γεννηθεῖσα καί κάτοικος Θεσσαλονίκης, μέλλουν νά τελέσωσι νόμιμον γάμον εἰς Θεσσαλονίκην. (406, 91, 581, 264)
funerals-banner: ΑΙ ΚΗΔΕΙΑΙ (591, 685, 959, 731)
fashion-caption: Τό διεθνές ἰνστιτοῦτο ἀξιώσεως μᾶς στέλνει αὐτό τό πρωτότυπο σχέδιο γιά τήν καινούργια μόδα. (612, 1961, 971, 1985)
news-text: ΝΕΑΠΟΛΙΣ, 8. Ἑκατοντάδες ποντικῶν εἰσέβαλον εἰς τό κέντρον τῆς πόλεως προκαλοῦντες πανικόν. (1378, 1184, 1561, 1234)
graduates-caption: Ἐνώπιον τοῦ πρυτάνεως κ. Ραπτοπούλου καί τοῦ κοσμήτορος τῆς φυσικομαθηματικῆς σχολῆς κ. Τσοτσαρώνη ὡρκίσθησαν εἰς τό Ἀριστοτέλειον Πανεπιστήμιον οἱ νέοι πτυχιοῦχοι φυσικοί καί μαθηματικοί. Εἰς τήν φωτογραφίαν οἱ νέοι πτυχιοῦχοι μετά τοῦ κ. πρυτάνεως. (591, 491, 1167, 526)
program-text: 18.30 Ἡ ὥρα τῶν παιδιῶν. 19.00 Ὁ μπαρμπα Μυτούσης. 19.30 Τό Γαϊτανάκι. 20.00 Εἰδήσεις. 20.15 Ἐγκυκλοπαίδεια. 21.00 Ταινία. 22.00 Εἰδήσεις. 22.30 Ἡ ζωή μας. 23.00 Ἐκπομπή διά τάς γυναῖκας. 23.30 Εἰδήσεις. (211, 778, 396, 864)
section-title: Τό νέον συμβούλιον τοῦ ὀμίλου «Φίλοι τῆς ὑπαίθρου» (1179, 654, 1360, 702)
article-text: Στήν ἀρχή ἦταν ἡ μίνι. Ὕστερα ἦρθε ἡ μάξι καί τέλος ἡ μίντι. Οἱ γυναῖκες ὅμως ἐξακολουθοῦν νά διαλέγουν τό μῆκος πού τούς ταιριάζει. Οἱ οἶκοι μόδας προτείνουν, ἀλλά τήν τελευταία λέξη τήν ἔχουν οἱ γυναῖκες. (979, 1437, 1158, 1523)
tv-banner: ΤΗΛΕΟΡΑΣΙΣ (211, 723, 396, 759)
funeral-notice: ΣΤΑΜΑΤΙΑ ΣΤ. ΧΑΤΖΗ ἐτῶν 85 ἐκ Στενημάχου. Ἡ κηδεία θά γίνῃ σήμερον ὥραν 11.30 π.μ. ἐκ τοῦ ἱεροῦ ναοῦ Ἁγίου Γεωργίου. (780, 842, 959, 892)
